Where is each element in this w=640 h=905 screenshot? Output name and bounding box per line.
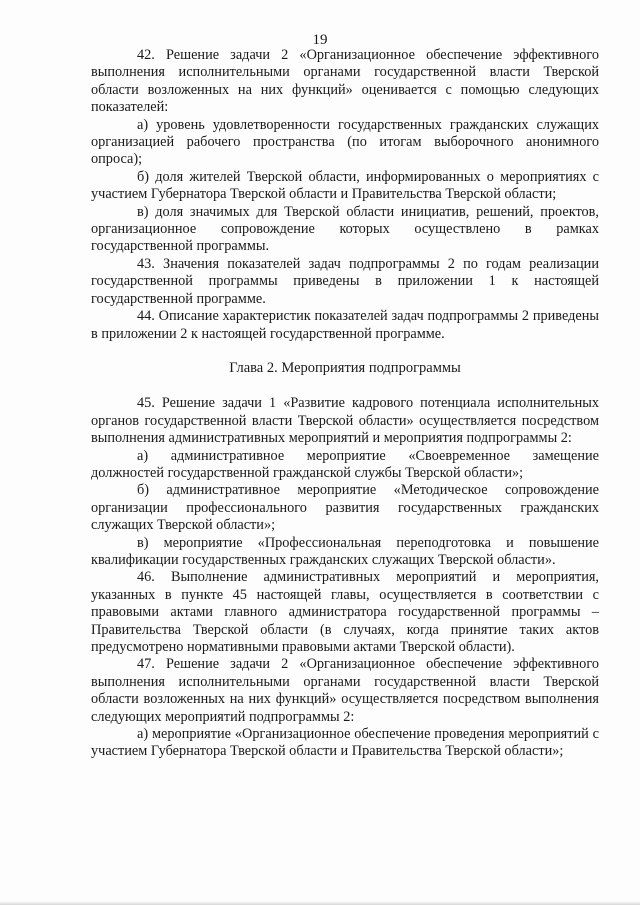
paragraph-45: 45. Решение задачи 1 «Развитие кадрового потенциала исполнительных органов государственной власти Тверской области» осуществляется посредством выполнения административных мероприятий и мероприятия подпрограммы 2:: [91, 395, 599, 447]
paragraph-47: 47. Решение задачи 2 «Организационное обеспечение эффективного выполнения исполнительными органами государственной власти Тверской области возложенных на них функций» осуществляется посредством выполнения следующих мероприятий подпрограммы 2:: [91, 656, 599, 725]
paragraph-42-item-b: б) доля жителей Тверской области, информированных о мероприятиях с участием Губернатора Тверской области и Правительства Тверской области;: [91, 168, 599, 203]
paragraph-42: 42. Решение задачи 2 «Организационное обеспечение эффективного выполнения исполнительными органами государственной власти Тверской области возложенных на них функций» оценивается с помощью следующих показателей:: [91, 47, 599, 116]
scan-bottom-edge: [0, 901, 640, 905]
paragraph-45-item-a: а) административное мероприятие «Своевременное замещение должностей государственной гражданской службы Тверской области»;: [91, 447, 599, 481]
paragraph-44: 44. Описание характеристик показателей задач подпрограммы 2 приведены в приложении 2 к настоящей государственной программе.: [91, 308, 599, 342]
paragraph-42-item-a: а) уровень удовлетворенности государственных гражданских служащих организацией рабочего пространства (по итогам выборочного анонимного опроса);: [91, 116, 599, 168]
paragraph-43: 43. Значения показателей задач подпрограммы 2 по годам реализации государственной программы приведены в приложении 1 к настоящей государственной программе.: [91, 255, 599, 307]
document-body: [91, 47, 599, 761]
page-number: 19: [312, 32, 328, 48]
paragraph-47-item-a: а) мероприятие «Организационное обеспечение проведения мероприятий с участием Губернатора Тверской области и Правительства Тверской области»;: [91, 726, 599, 760]
chapter-title: Глава 2. Мероприятия подпрограммы: [229, 359, 461, 376]
paragraph-45-item-b: б) административное мероприятие «Методическое сопровождение организации профессионального развития государственных гражданских служащих Тверской области»;: [91, 482, 599, 534]
paragraph-46: 46. Выполнение административных мероприятий и мероприятия, указанных в пункте 45 настоящей главы, осуществляется в соответствии с правовыми актами главного администратора государственной программы – Правительства Тверской области (в случаях, когда принятие таких актов предусмотрено нормативными правовыми актами Тверской области).: [91, 569, 599, 655]
paragraph-42-item-c: в) доля значимых для Тверской области инициатив, решений, проектов, организационное сопровождение которых осуществлено в рамках государственной программы.: [91, 203, 599, 255]
paragraph-45-item-c: в) мероприятие «Профессиональная переподготовка и повышение квалификации государственных гражданских служащих Тверской области».: [91, 534, 599, 568]
